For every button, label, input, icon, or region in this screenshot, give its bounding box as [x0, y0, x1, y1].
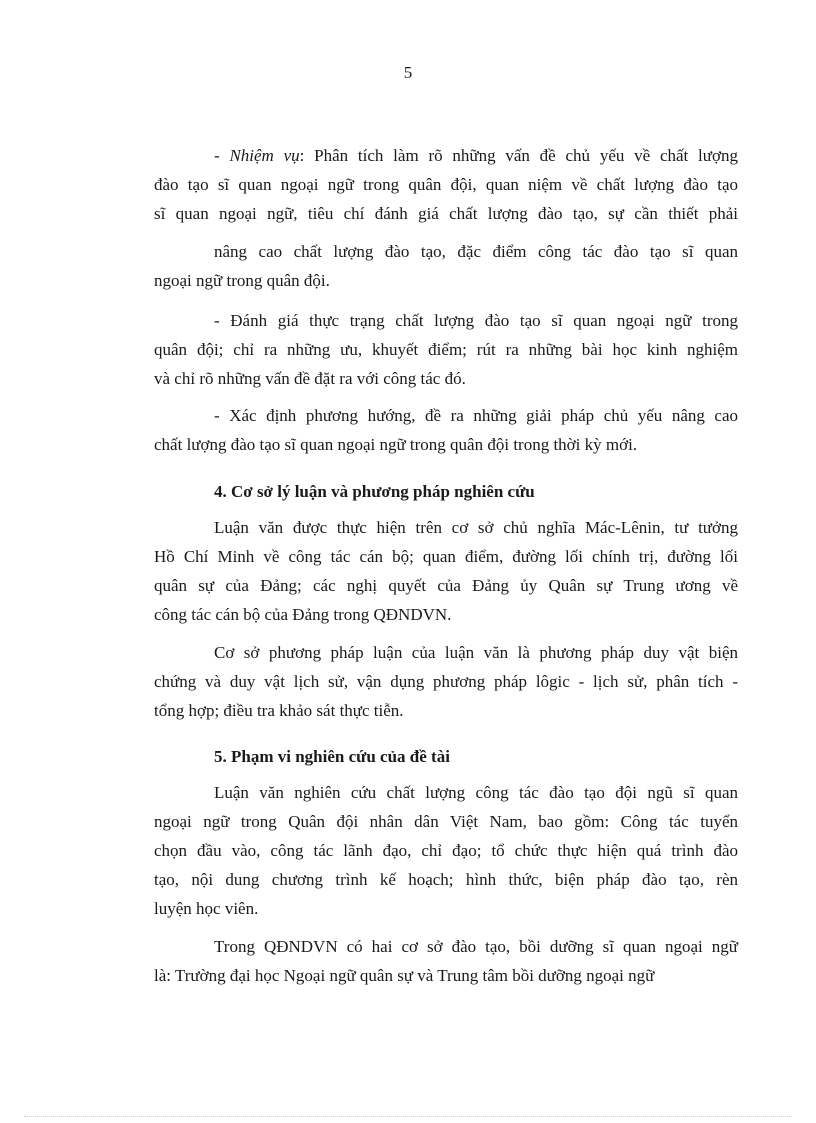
section4-p1-line-4: công tác cán bộ của Đảng trong QĐNDVN. [154, 605, 452, 624]
section5-heading: 5. Phạm vi nghiên cứu của đề tài [214, 747, 450, 766]
page-bottom-divider [24, 1116, 792, 1117]
section4-heading: 4. Cơ sở lý luận và phương pháp nghiên cứu [214, 482, 535, 501]
section4-p2-line-1: Cơ sở phương pháp luận của luận văn là phương pháp duy vật biện [214, 643, 738, 662]
task3-line-2: chất lượng đào tạo sĩ quan ngoại ngữ trong quân đội trong thời kỳ mới. [154, 435, 638, 454]
section5-p1-line-4: tạo, nội dung chương trình kế hoạch; hình thức, biện pháp đào tạo, rèn [154, 870, 738, 889]
task1-label: Nhiệm vụ [229, 146, 300, 165]
section4-p1-line-1: Luận văn được thực hiện trên cơ sở chủ nghĩa Mác-Lênin, tư tưởng [214, 518, 738, 537]
page-number: 5 [403, 63, 413, 82]
section5-p2-line-2: là: Trường đại học Ngoại ngữ quân sự và Trung tâm bồi dưỡng ngoại ngữ [154, 966, 655, 985]
section5-p1-line-2: ngoại ngữ trong Quân đội nhân dân Việt Nam, bao gồm: Công tác tuyển [154, 812, 738, 831]
section5-p2-line-1: Trong QĐNDVN có hai cơ sở đào tạo, bồi dưỡng sĩ quan ngoại ngữ [214, 937, 738, 956]
section4-p1-line-2: Hồ Chí Minh về công tác cán bộ; quan điểm, đường lối chính trị, đường lối [154, 547, 738, 566]
task2-line-2: quân đội; chỉ ra những ưu, khuyết điểm; rút ra những bài học kinh nghiệm [154, 340, 738, 359]
task1-line-3: sĩ quan ngoại ngữ, tiêu chí đánh giá chất lượng đào tạo, sự cần thiết phải [154, 204, 738, 223]
task1-line-5: ngoại ngữ trong quân đội. [154, 271, 330, 290]
task2-line-3: và chỉ rõ những vấn đề đặt ra với công tác đó. [154, 369, 466, 388]
section5-p1-line-3: chọn đầu vào, công tác lãnh đạo, chỉ đạo; tổ chức thực hiện quá trình đào [154, 841, 738, 860]
section5-p1-line-5: luyện học viên. [154, 899, 259, 918]
task1-line-4: nâng cao chất lượng đào tạo, đặc điểm công tác đào tạo sĩ quan [214, 242, 738, 261]
task2-line-1: - Đánh giá thực trạng chất lượng đào tạo sĩ quan ngoại ngữ trong [214, 311, 738, 330]
section4-p2-line-3: tổng hợp; điều tra khảo sát thực tiễn. [154, 701, 404, 720]
section5-p1-line-1: Luận văn nghiên cứu chất lượng công tác đào tạo đội ngũ sĩ quan [214, 783, 738, 802]
section4-p2-line-2: chứng và duy vật lịch sử, vận dụng phương pháp lôgic - lịch sử, phân tích - [154, 672, 738, 691]
section4-p1-line-3: quân sự của Đảng; các nghị quyết của Đảng ủy Quân sự Trung ương về [154, 576, 738, 595]
task1-text: : Phân tích làm rõ những vấn đề chủ yếu về chất lượng [299, 146, 738, 165]
task3-line-1: - Xác định phương hướng, đề ra những giải pháp chủ yếu nâng cao [214, 406, 738, 425]
task1-line-1 [214, 145, 738, 167]
task1-line-2: đào tạo sĩ quan ngoại ngữ trong quân đội, quan niệm về chất lượng đào tạo [154, 175, 738, 194]
task1-prefix: - [214, 146, 230, 165]
